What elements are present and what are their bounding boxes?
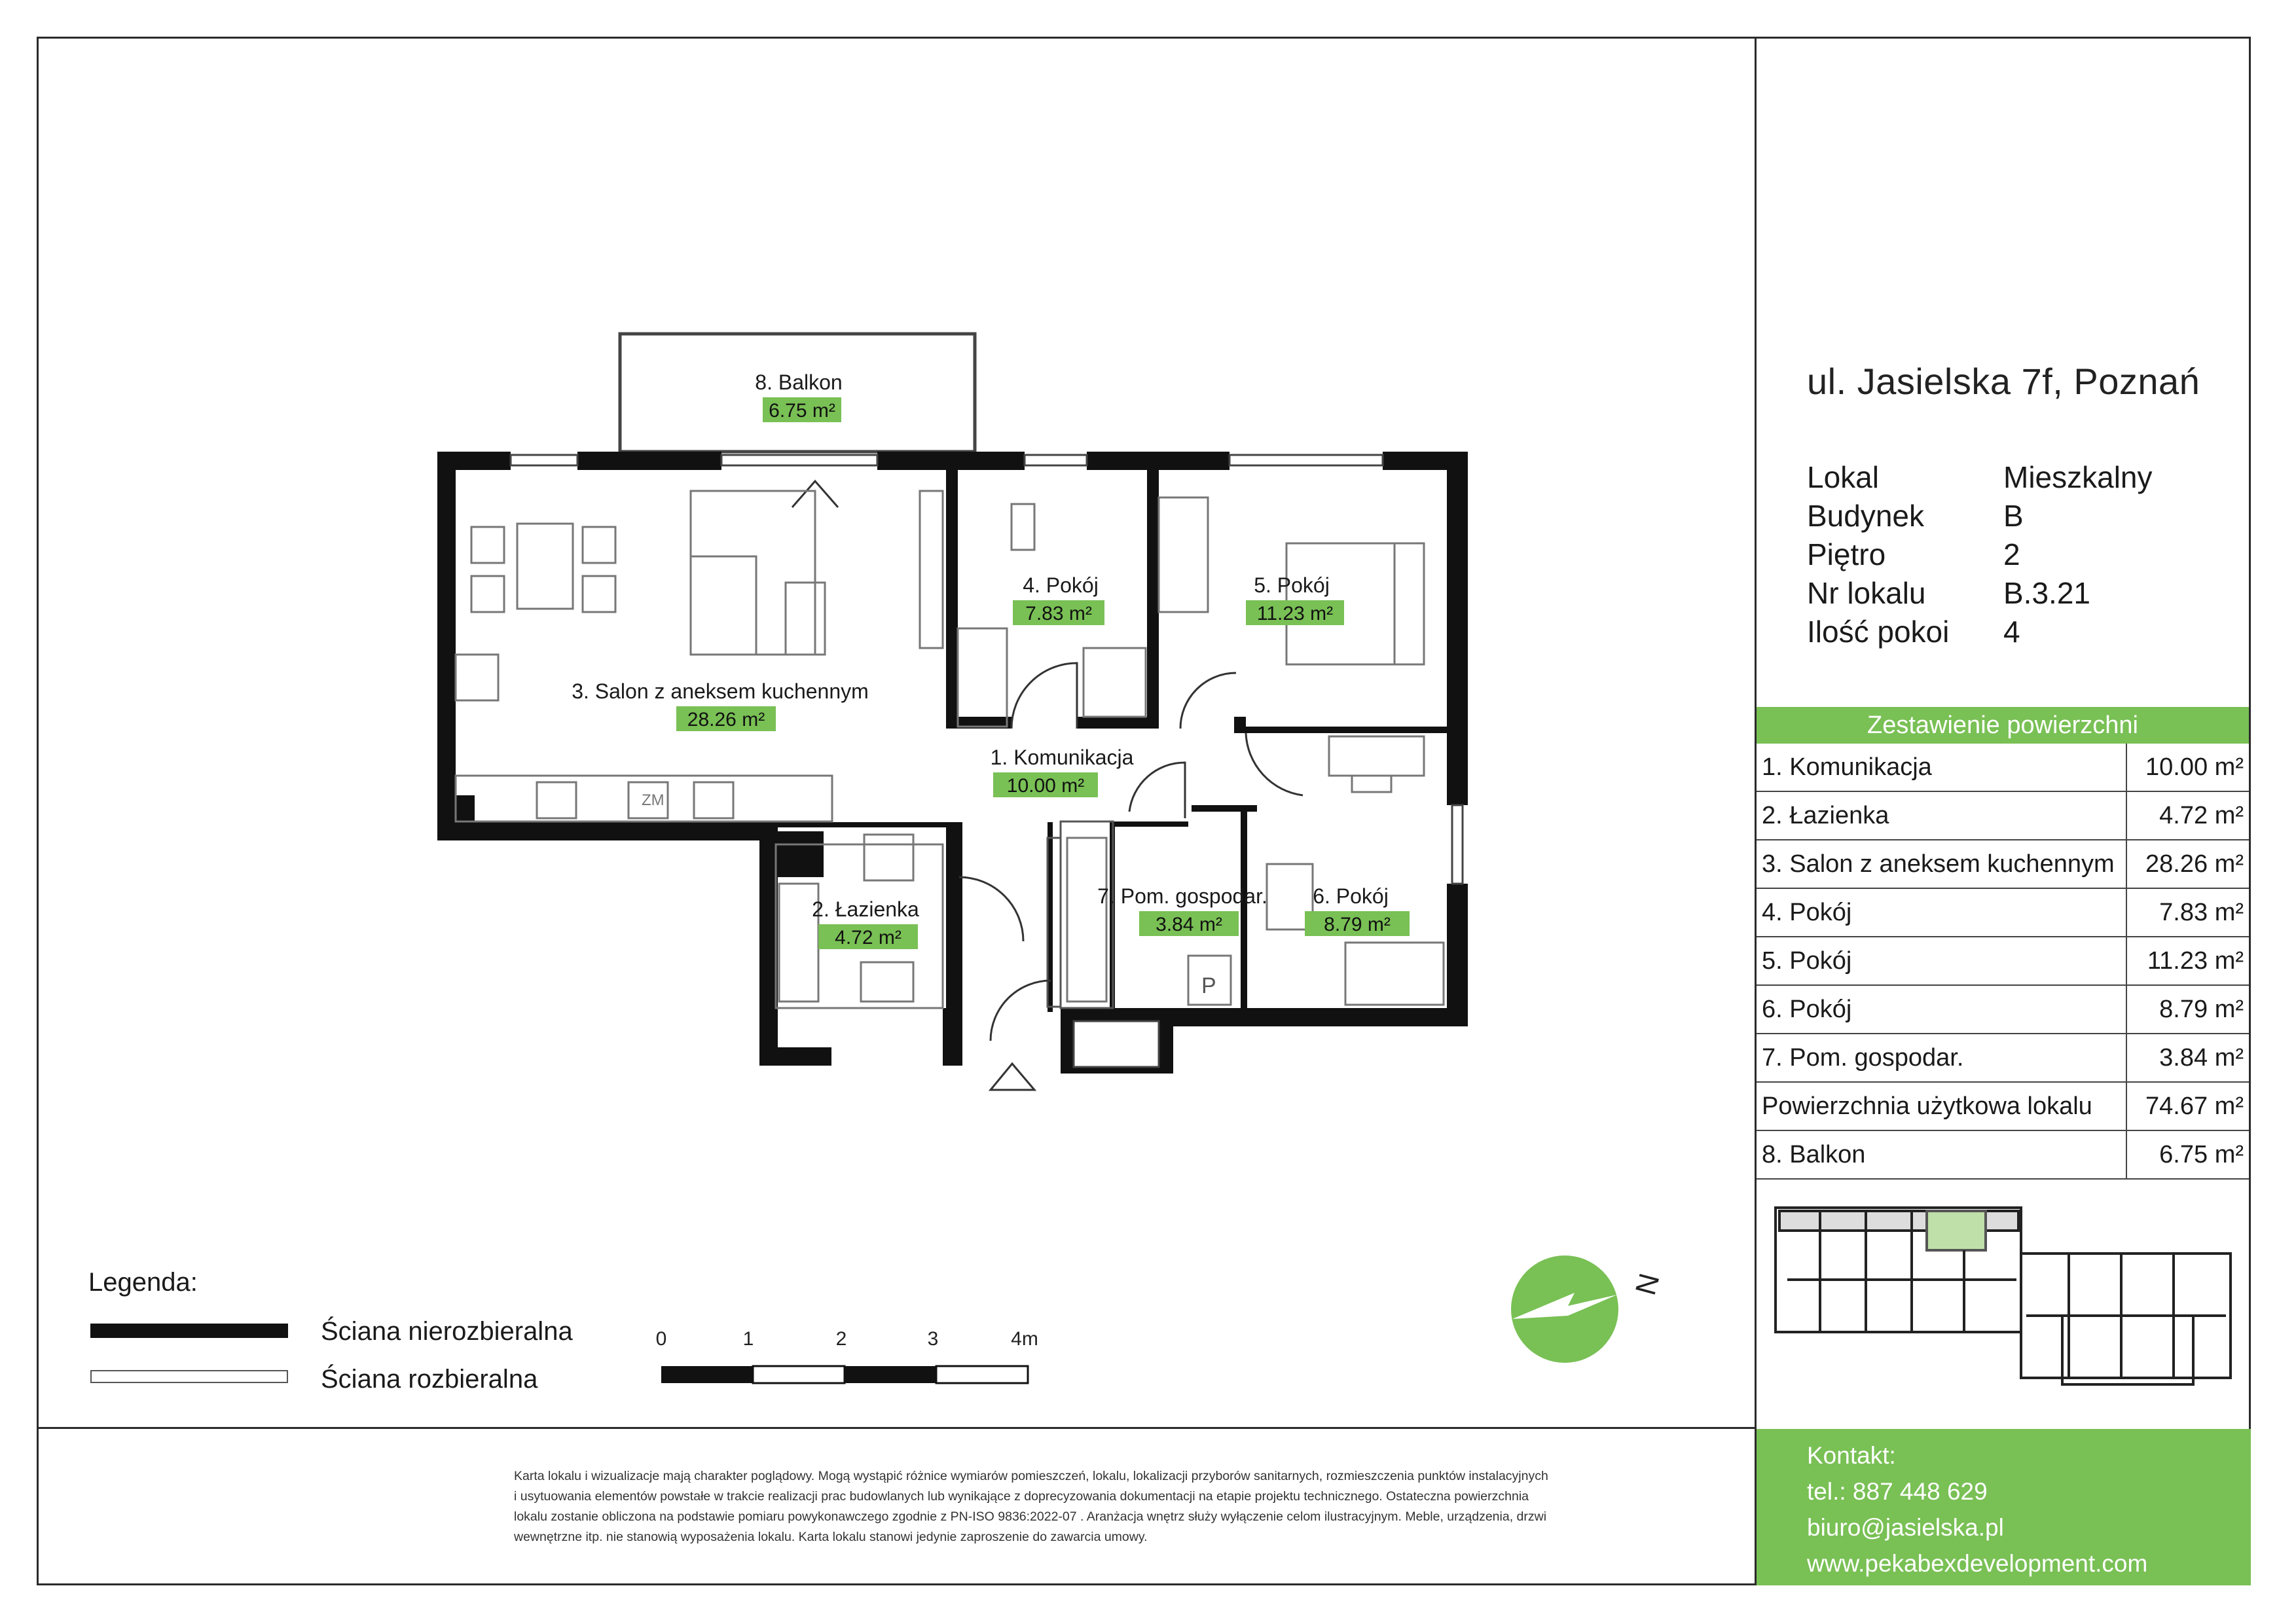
disclaimer-line: lokalu zostanie obliczona na podstawie pomiaru powykonawczego zgodnie z PN-ISO 9836:2022-07 . Aranżacja wnętrz służy wyłączenie celom ilustracyjnym. Meble, urządzenia, drzwi: [514, 1509, 1547, 1524]
entrance-icon: [991, 1064, 1034, 1090]
room-5-area: 11.23 m²: [1256, 603, 1334, 624]
info-value: 4: [2003, 615, 2020, 649]
room-name-cell: 1. Komunikacja: [1757, 744, 2126, 791]
legend-title: Legenda:: [88, 1268, 198, 1297]
scale-segment: [661, 1366, 753, 1383]
info-value: B.3.21: [2003, 576, 2090, 610]
legend-solid-wall-swatch: [90, 1324, 288, 1338]
info-row-lokal: [1807, 458, 2153, 497]
total-row: [1757, 1082, 2249, 1130]
room-name-cell: 4. Pokój: [1757, 888, 2126, 937]
room-area-cell: 28.26 m²: [2126, 840, 2249, 888]
info-label: Budynek: [1807, 499, 1925, 533]
legend-light-wall-swatch: [90, 1370, 288, 1383]
info-label: Ilość pokoi: [1807, 615, 1950, 649]
room-8-name: 8. Balkon: [755, 370, 843, 394]
room-name-cell: 8. Balkon: [1757, 1130, 2126, 1179]
room-name-cell: 2. Łazienka: [1757, 791, 2126, 840]
contact-box: [1757, 1429, 2251, 1585]
total-area-cell: 74.67 m²: [2126, 1082, 2249, 1130]
windows: [511, 455, 1463, 1067]
room-2-area: 4.72 m²: [835, 927, 902, 948]
info-row-ilosc-pokoi: [1807, 613, 2153, 651]
disclaimer-line: i usytuowania elementów powstałe w trakcie realizacji prac budowlanych lub wynikające z doprecyzowania dokumentacji na etapie projektu technicznego. Ostateczna powierzchnia: [514, 1489, 1529, 1504]
scale-tick-label: 3: [927, 1328, 939, 1350]
legend-light-wall-label: Ściana rozbieralna: [321, 1365, 538, 1394]
summary-title: Zestawienie powierzchni: [1757, 707, 2249, 744]
scale-tick-label: 0: [655, 1328, 667, 1350]
table-row: [1757, 840, 2249, 888]
parking-label: P: [1201, 973, 1216, 998]
room-area-cell: 11.23 m²: [2126, 937, 2249, 985]
scale-bar: [655, 1328, 1064, 1394]
room-name-cell: 5. Pokój: [1757, 937, 2126, 985]
table-row: [1757, 937, 2249, 985]
scale-tick-label: 2: [835, 1328, 847, 1350]
apartment-info: [1807, 458, 2153, 651]
table-row: [1757, 1034, 2249, 1082]
info-label: Nr lokalu: [1807, 576, 1926, 610]
disclaimer-line: wewnętrzne itp. nie stanowią wyposażenia lokalu. Karta lokalu stanowi jedynie zaproszenie do zawarcia umowy.: [514, 1530, 1148, 1544]
room-1-area: 10.00 m²: [1006, 775, 1085, 797]
room-5-name: 5. Pokój: [1254, 573, 1330, 597]
info-row-budynek: [1807, 497, 2153, 535]
scale-tick-label: 1: [742, 1328, 754, 1350]
room-area-cell: 6.75 m²: [2126, 1130, 2249, 1179]
room-name-cell: 6. Pokój: [1757, 985, 2126, 1034]
room-area-cell: 8.79 m²: [2126, 985, 2249, 1034]
address-title: ul. Jasielska 7f, Poznań: [1807, 361, 2200, 402]
room-name-cell: 3. Salon z aneksem kuchennym: [1757, 840, 2126, 888]
room-area-cell: 4.72 m²: [2126, 791, 2249, 840]
scale-segment: [845, 1366, 936, 1383]
contact-email[interactable]: biuro@jasielska.pl: [1807, 1514, 2004, 1541]
light-walls: [1048, 821, 1113, 1008]
room-4-area: 7.83 m²: [1025, 603, 1092, 624]
table-row: [1757, 1130, 2249, 1179]
table-row: [1757, 985, 2249, 1034]
summary-table: [1757, 744, 2249, 1180]
contact-website[interactable]: www.pekabexdevelopment.com: [1807, 1550, 2148, 1577]
scale-segment: [936, 1366, 1028, 1383]
room-6-area: 8.79 m²: [1324, 914, 1391, 935]
room-6-name: 6. Pokój: [1313, 884, 1389, 908]
compass-north-label: N: [1629, 1270, 1666, 1299]
info-label: Piętro: [1807, 537, 1886, 571]
footer-divider: [37, 1427, 1757, 1429]
scale-segment: [753, 1366, 845, 1383]
room-8-area: 6.75 m²: [769, 400, 835, 422]
compass-icon: [1511, 1255, 1618, 1363]
info-value: Mieszkalny: [2003, 460, 2153, 494]
legend-solid-wall-label: Ściana nierozbieralna: [321, 1317, 573, 1346]
room-area-cell: 10.00 m²: [2126, 744, 2249, 791]
disclaimer-line: Karta lokalu i wizualizacje mają charakter poglądowy. Mogą wystąpić różnice wymiarów pomieszczeń, lokalu, lokalizacji przyborów sanitarnych, rozmieszczenia punktów instalacyjnych: [514, 1469, 1548, 1483]
info-value: B: [2003, 499, 2024, 533]
room-3-name: 3. Salon z aneksem kuchennym: [572, 679, 869, 703]
area-summary: [1757, 707, 2249, 1180]
info-row-pietro: [1807, 535, 2153, 574]
room-area-cell: 3.84 m²: [2126, 1034, 2249, 1082]
washer-label: ZM: [642, 791, 665, 809]
room-7-name: 7. Pom. gospodar.: [1097, 884, 1267, 908]
contact-title: Kontakt:: [1807, 1442, 1896, 1469]
info-label: Lokal: [1807, 460, 1879, 494]
room-area-cell: 7.83 m²: [2126, 888, 2249, 937]
table-row: [1757, 888, 2249, 937]
room-7-area: 3.84 m²: [1156, 914, 1222, 935]
info-row-nr-lokalu: [1807, 574, 2153, 613]
room-name-cell: 7. Pom. gospodar.: [1757, 1034, 2126, 1082]
table-row: [1757, 744, 2249, 791]
table-row: [1757, 791, 2249, 840]
info-value: 2: [2003, 537, 2020, 571]
room-3-area: 28.26 m²: [687, 709, 765, 731]
total-label-cell: Powierzchnia użytkowa lokalu: [1757, 1082, 2126, 1130]
disclaimer-text: [514, 1466, 1705, 1547]
contact-phone[interactable]: tel.: 887 448 629: [1807, 1478, 1988, 1505]
room-2-name: 2. Łazienka: [812, 897, 919, 921]
scale-tick-label: 4m: [1011, 1328, 1038, 1350]
room-4-name: 4. Pokój: [1023, 573, 1099, 597]
room-1-name: 1. Komunikacja: [990, 746, 1134, 769]
